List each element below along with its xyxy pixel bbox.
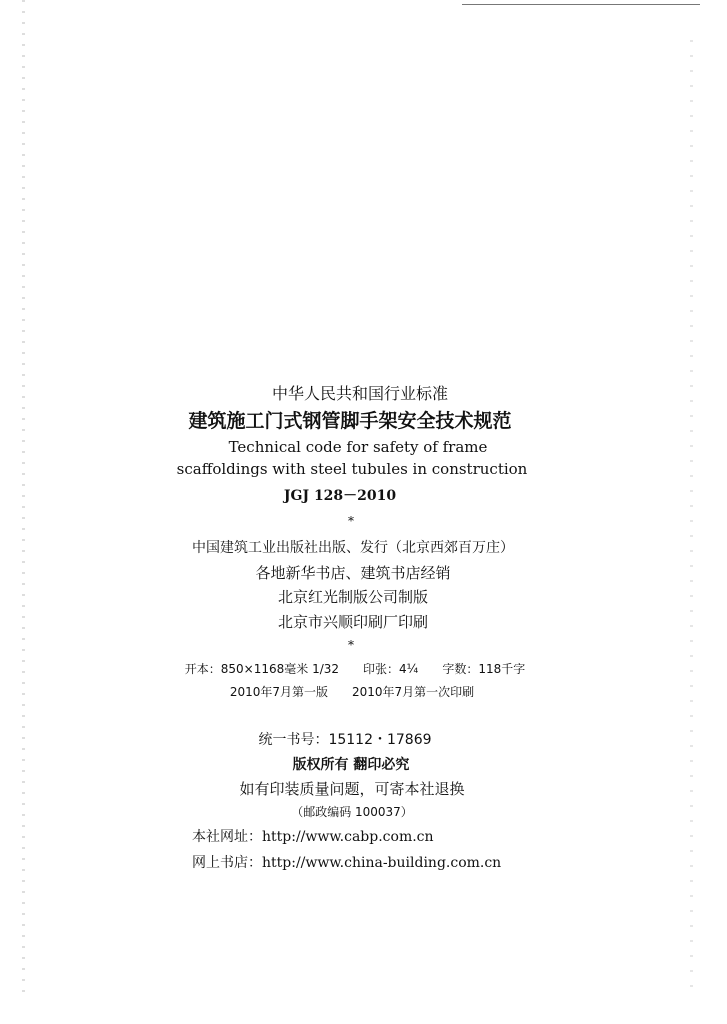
standard-code: JGJ 128－2010 [283,488,397,504]
specs-sheets: 印张：4¼ [363,662,419,676]
scan-top-rule [462,4,700,5]
return-notice: 如有印装质量问题，可寄本社退换 [239,780,465,798]
website-url: http://www.cabp.com.cn [262,829,434,845]
book-specs [0,663,710,675]
specs-format: 开本：850×1168毫米 1/32 [184,662,340,676]
bookstore-line [192,856,612,870]
standard-category: 中华人民共和国行业标准 [271,384,448,403]
isbn-line: 统一书号：15112・17869 [258,732,432,748]
publisher-line: 中国建筑工业出版社出版、发行（北京西郊百万庄） [192,540,514,556]
separator-star: * [348,514,354,528]
printing-line: 北京市兴顺印刷厂印刷 [277,613,428,631]
distribution-line: 各地新华书店、建筑书店经销 [255,564,451,582]
rights-line: 版权所有 翻印必究 [292,757,410,773]
plate-making-line: 北京红光制版公司制版 [277,588,428,606]
title-english-line2: scaffoldings with steel tubules in construction [176,460,528,478]
title-english-line1: Technical code for safety of frame [228,438,488,456]
edition-first: 2010年7月第一版 [229,685,328,699]
bookstore-url: http://www.china-building.com.cn [262,855,502,871]
separator-star: * [348,638,354,652]
website-label: 本社网址： [192,829,262,845]
bookstore-label: 网上书店： [192,855,262,871]
title-chinese: 建筑施工门式钢管脚手架安全技术规范 [188,410,512,432]
website-line [192,830,612,844]
postal-code: （邮政编码 100037） [291,805,413,819]
specs-words: 字数：118千字 [442,662,526,676]
edition-info [0,686,704,698]
printing-first: 2010年7月第一次印刷 [352,685,475,699]
